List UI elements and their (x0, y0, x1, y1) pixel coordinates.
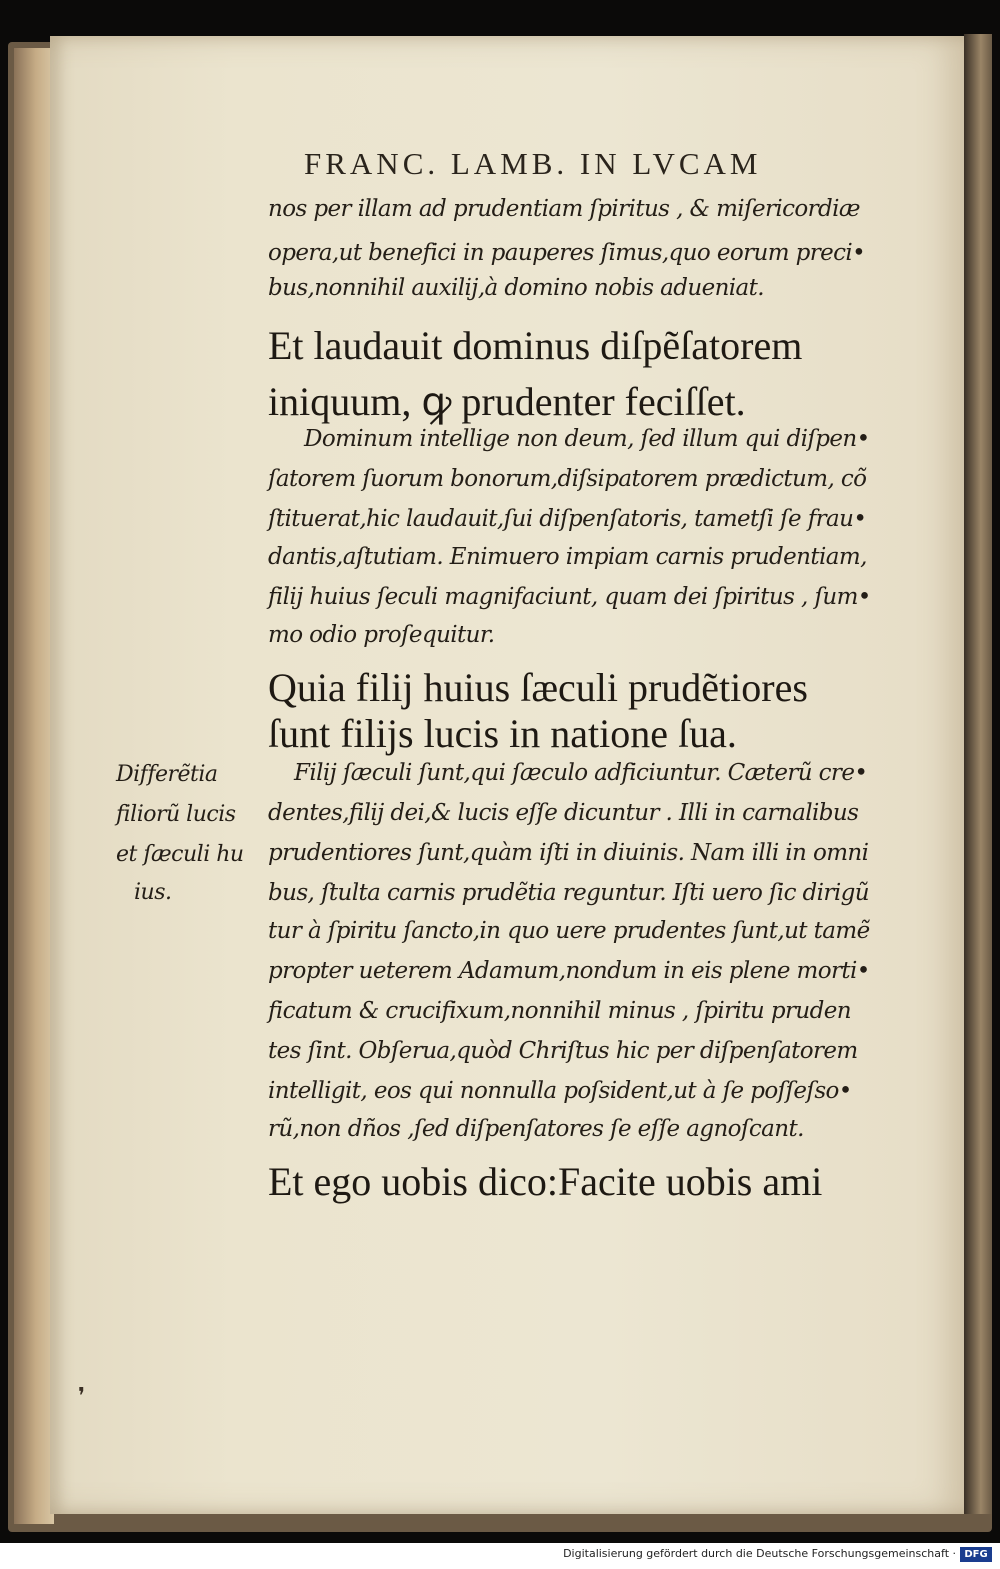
heading-line: Et ego uobis dico:Facite uobis ami (268, 1159, 823, 1204)
text-line: propter ueterem Adamum,nondum in eis plene morti• (268, 958, 870, 984)
text-line: ſatorem ſuorum bonorum,diſsipatorem prædictum, cõ (268, 466, 867, 492)
dfg-logo: DFG (960, 1547, 992, 1562)
book-gutter (964, 34, 992, 1514)
text-line: mo odio proſequitur. (268, 622, 495, 648)
heading-line: Quia filij huius ſæculi prudẽtiores (268, 665, 808, 710)
ink-mark-icon: ❜ (78, 1384, 86, 1409)
text-line: Dominum intellige non deum, ſed illum qui diſpen• (304, 426, 870, 452)
page-edge (14, 48, 54, 1524)
heading-line: ſunt filijs lucis in natione ſua. (268, 711, 737, 756)
text-line: rũ,non dños ,ſed diſpenſatores ſe eſſe agnoſcant. (268, 1116, 804, 1142)
text-line: ſtituerat,hic laudauit,ſui diſpenſatoris, tametſi ſe frau• (268, 506, 867, 532)
text-line: bus,nonnihil auxilij,à domino nobis adueniat. (268, 275, 765, 301)
text-line: dentes,filij dei,& lucis eſſe dicuntur . Illi in carnalibus (268, 800, 859, 826)
heading-line: Et laudauit dominus diſpẽſatorem (268, 323, 803, 368)
text-line: Filij ſæculi ſunt,qui ſæculo adficiuntur. Cæterũ cre• (294, 760, 868, 786)
running-header: FRANC. LAMB. IN LVCAM (304, 146, 762, 181)
text-line: bus, ſtulta carnis prudẽtia reguntur. Iſti uero ſic dirigũ (268, 880, 869, 906)
text-line: ficatum & crucifixum,nonnihil minus , ſpiritu pruden (268, 998, 851, 1024)
margin-note-line: et ſæculi hu (116, 842, 244, 867)
margin-note-line: Differẽtia (116, 762, 218, 787)
text-line: tur à ſpiritu ſancto,in quo uere prudentes ſunt,ut tamẽ (268, 918, 870, 944)
text-line: dantis,aſtutiam. Enimuero impiam carnis prudentiam, (268, 544, 867, 570)
text-line: intelligit, eos qui nonnulla poſsident,ut à ſe poſſeſso• (268, 1078, 852, 1104)
text-line: filij huius ſeculi magnifaciunt, quam dei ſpiritus , ſum• (268, 584, 871, 610)
text-line: tes ſint. Obſerua,quòd Chriſtus hic per diſpenſatorem (268, 1038, 858, 1064)
footer-bar (0, 1543, 1000, 1569)
heading-line: iniquum, ꝙ prudenter feciſſet. (268, 379, 746, 424)
margin-note-line: ius. (134, 880, 172, 905)
footer-credit: Digitalisierung gefördert durch die Deutsche Forschungsgemeinschaft · (563, 1547, 956, 1560)
margin-note-line: filiorũ lucis (116, 802, 236, 827)
text-line: nos per illam ad prudentiam ſpiritus , & miſericordiæ (268, 196, 860, 222)
text-line: prudentiores ſunt,quàm iſti in diuinis. Nam illi in omni (268, 840, 869, 866)
text-line: opera,ut benefici in pauperes ſimus,quo eorum preci• (268, 240, 866, 266)
